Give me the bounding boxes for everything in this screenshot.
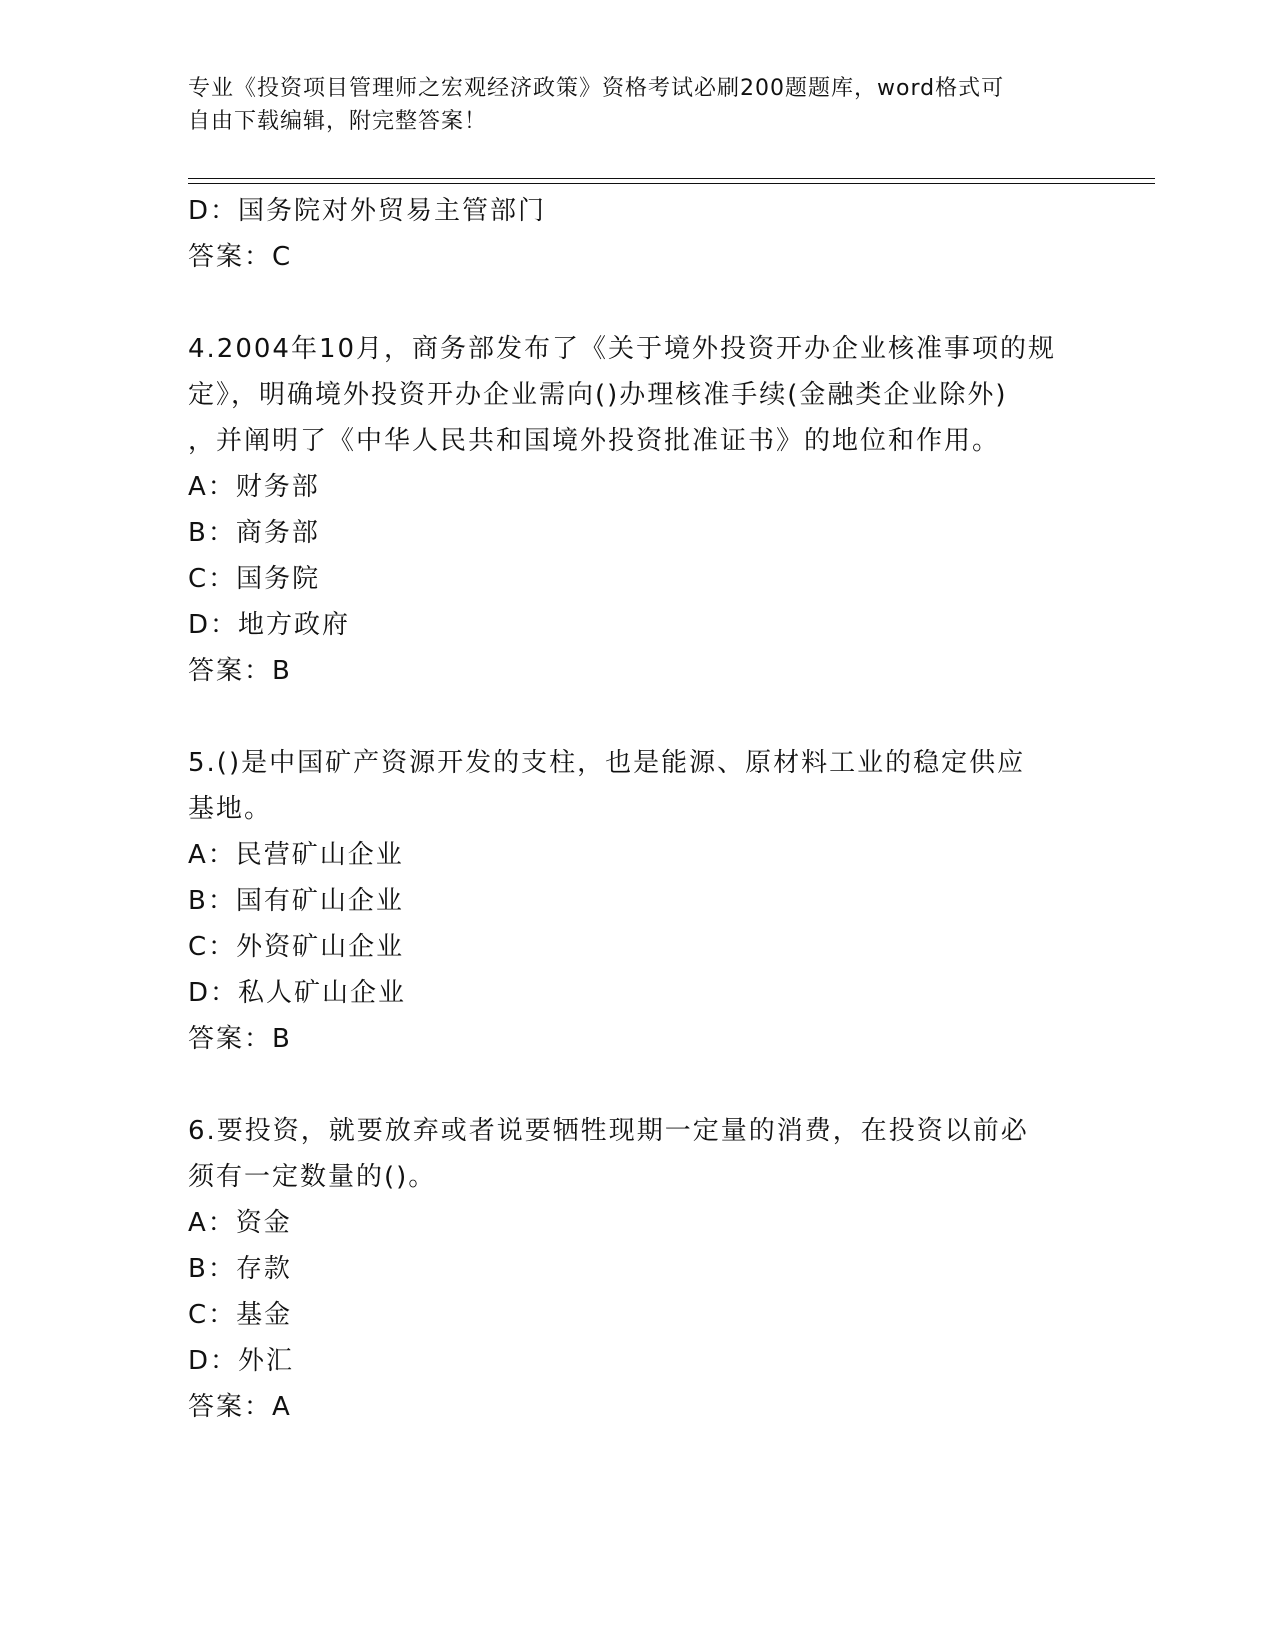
question-5-option-a: A：民营矿山企业 (188, 840, 404, 870)
question-5-option-b: B：国有矿山企业 (188, 886, 404, 916)
question-4-option-c: C：国务院 (188, 564, 321, 594)
question-6-answer: 答案：A (188, 1392, 292, 1422)
question-5-answer: 答案：B (188, 1024, 292, 1054)
question-4-option-d: D：地方政府 (188, 610, 351, 640)
page-header (188, 72, 1068, 138)
question-6-option-a: A：资金 (188, 1208, 292, 1238)
question-5 (188, 740, 1098, 1062)
question-4-stem-line-2: 定》，明确境外投资开办企业需向()办理核准手续(金融类企业除外) (188, 380, 1008, 410)
question-5-option-d: D：私人矿山企业 (188, 978, 407, 1008)
header-divider (188, 178, 1155, 184)
spacer (188, 280, 1098, 326)
question-4-option-a: A：财务部 (188, 472, 320, 502)
question-4-stem-line-3: ，并阐明了《中华人民共和国境外投资批准证书》的地位和作用。 (188, 426, 1001, 456)
question-6-stem-line-1: 6.要投资，就要放弃或者说要牺牲现期一定量的消费，在投资以前必 (188, 1116, 1029, 1146)
question-content (188, 188, 1098, 1430)
question-4-option-b: B：商务部 (188, 518, 320, 548)
question-5-option-c: C：外资矿山企业 (188, 932, 405, 962)
header-title-line-1: 专业《投资项目管理师之宏观经济政策》资格考试必刷200题题库，word格式可 (188, 76, 1005, 101)
question-6-option-b: B：存款 (188, 1254, 292, 1284)
question-4-stem-line-1: 4.2004年10月，商务部发布了《关于境外投资开办企业核准事项的规 (188, 334, 1057, 364)
header-title-line-2: 自由下载编辑，附完整答案！ (188, 109, 488, 134)
question-4-answer: 答案：B (188, 656, 292, 686)
question-6-option-d: D：外汇 (188, 1346, 295, 1376)
question-6 (188, 1108, 1098, 1430)
question-5-stem-line-2: 基地。 (188, 794, 273, 824)
previous-question-option-d: D：国务院对外贸易主管部门 (188, 196, 547, 226)
spacer (188, 694, 1098, 740)
spacer (188, 1062, 1098, 1108)
question-6-option-c: C：基金 (188, 1300, 293, 1330)
question-5-stem-line-1: 5.()是中国矿产资源开发的支柱，也是能源、原材料工业的稳定供应 (188, 748, 1026, 778)
previous-question-answer: 答案：C (188, 242, 293, 272)
question-4 (188, 326, 1098, 694)
question-6-stem-line-2: 须有一定数量的()。 (188, 1162, 437, 1192)
